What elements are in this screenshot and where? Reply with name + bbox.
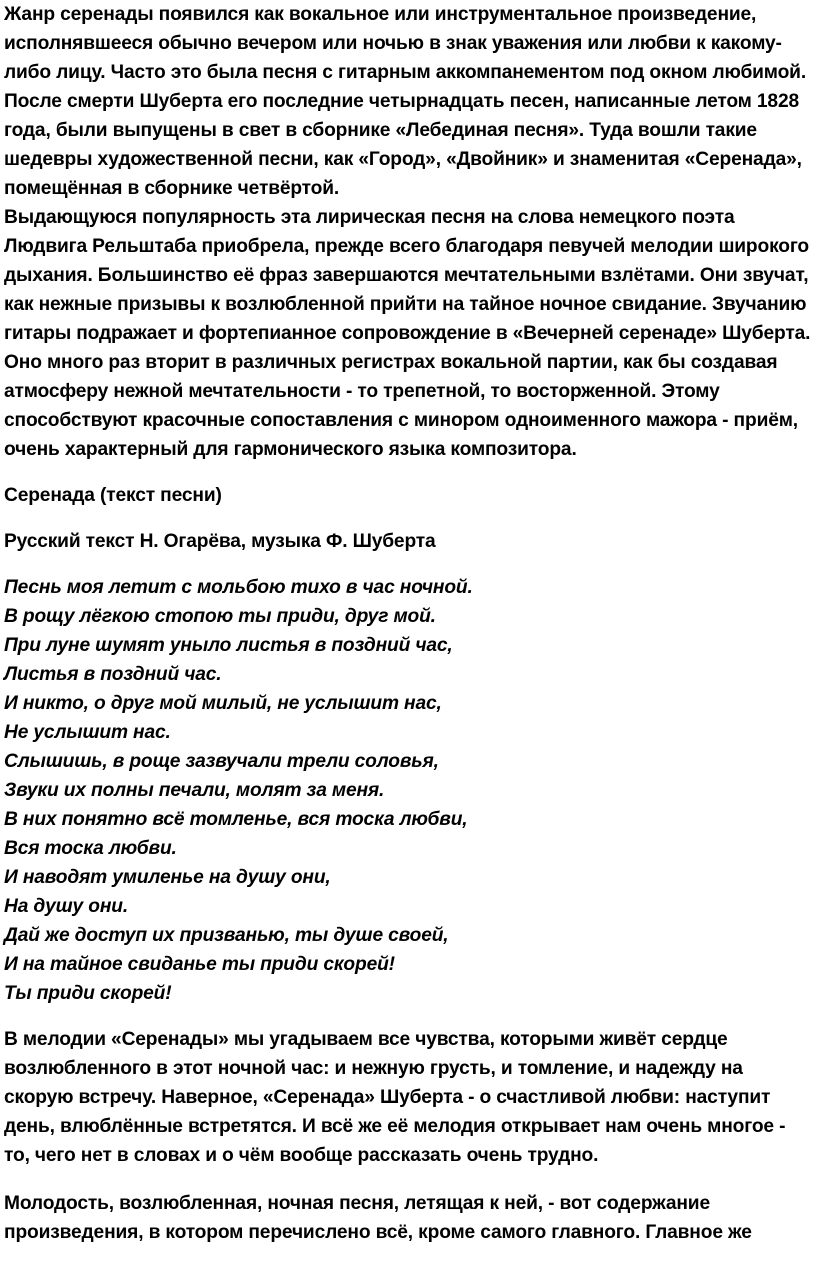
document-page	[4, 0, 812, 1247]
lyric-line: Дай же доступ их призванью, ты душе своей,	[4, 925, 449, 946]
song-lyrics	[4, 573, 812, 1008]
lyric-line: Листья в поздний час.	[4, 664, 222, 685]
intro-paragraph-popularity: Выдающуюся популярность эта лирическая песня на слова немецкого поэта Людвига Рельштаба приобрела, прежде всего благодаря певучей мелодии широкого дыхания. Большинство её фраз завершаются мечтательными взлётами. Они звучат, как нежные призывы к возлюбленной прийти на тайное ночное свидание. Звучанию гитары подражает и фортепианное сопровождение в «Вечерней серенаде» Шуберта. Оно много раз вторит в различных регистрах вокальной партии, как бы создавая атмосферу нежной мечтательности - то трепетной, то восторженной. Этому способствуют красочные сопоставления с минором одноименного мажора - приём, очень характерный для гармонического языка композитора.	[4, 207, 811, 460]
intro-paragraph-swan-song: После смерти Шуберта его последние четырнадцать песен, написанные летом 1828 года, были выпущены в свет в сборнике «Лебединая песня». Туда вошли такие шедевры художественной песни, как «Город», «Двойник» и знаменитая «Серенада», помещённая в сборнике четвёртой.	[4, 91, 802, 199]
lyric-line: И никто, о друг мой милый, не услышит нас,	[4, 693, 442, 714]
lyric-line: Ты приди скорей!	[4, 983, 172, 1004]
lyric-line: Песнь моя летит с мольбою тихо в час ночной.	[4, 577, 473, 598]
lyric-line: И на тайное свиданье ты приди скорей!	[4, 954, 395, 975]
lyric-line: Не услышит нас.	[4, 722, 171, 743]
lyric-line: Слышишь, в роще зазвучали трели соловья,	[4, 751, 439, 772]
lyric-line: На душу они.	[4, 896, 129, 917]
lyric-line: При луне шумят уныло листья в поздний час,	[4, 635, 453, 656]
outro-paragraph-youth: Молодость, возлюбленная, ночная песня, летящая к ней, - вот содержание произведения, в котором перечислено всё, кроме самого главного. Главное же	[4, 1193, 752, 1243]
lyric-line: И наводят умиленье на душу они,	[4, 867, 331, 888]
outro-paragraph-feelings: В мелодии «Серенады» мы угадываем все чувства, которыми живёт сердце возлюбленного в этот ночной час: и нежную грусть, и томление, и надежду на скорую встречу. Наверное, «Серенада» Шуберта - о счастливой любви: наступит день, влюблённые встретятся. И всё же её мелодия открывает нам очень многое - то, чего нет в словах и о чём вообще рассказать очень трудно.	[4, 1029, 786, 1166]
lyric-line: В них понятно всё томленье, вся тоска любви,	[4, 809, 468, 830]
song-title: Серенада (текст песни)	[4, 485, 222, 506]
lyric-line: Вся тоска любви.	[4, 838, 177, 859]
song-credits: Русский текст Н. Огарёва, музыка Ф. Шуберта	[4, 531, 436, 552]
lyric-line: Звуки их полны печали, молят за меня.	[4, 780, 385, 801]
lyric-line: В рощу лёгкою стопою ты приди, друг мой.	[4, 606, 436, 627]
intro-paragraph-genre: Жанр серенады появился как вокальное или инструментальное произведение, исполнявшееся обычно вечером или ночью в знак уважения или любви к какому-либо лицу. Часто это была песня с гитарным аккомпанементом под окном любимой.	[4, 4, 806, 83]
